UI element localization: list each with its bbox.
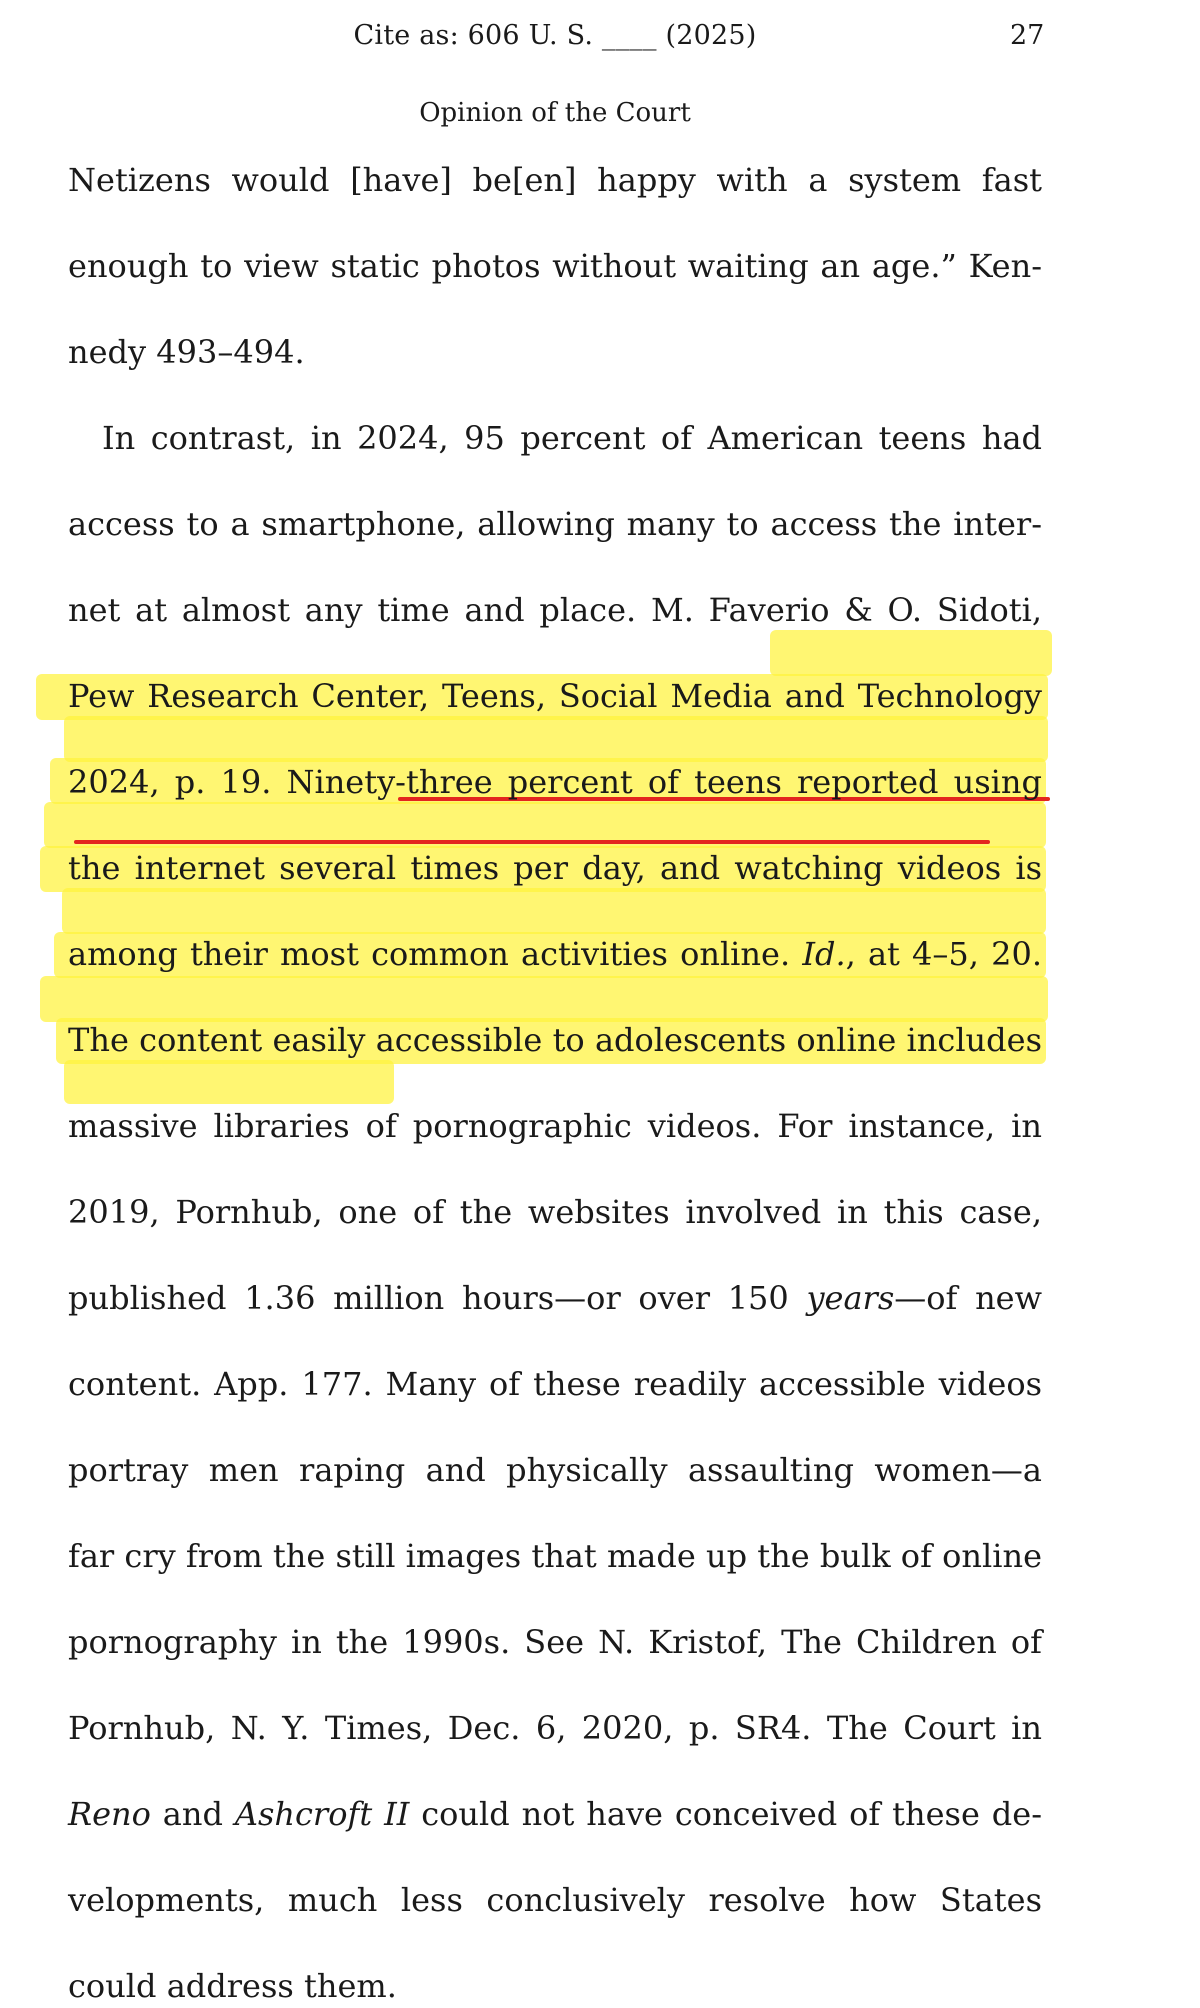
text-line: nedy 493–494. [68, 333, 305, 371]
page-number: 27 [1010, 20, 1045, 51]
text-line [68, 1277, 1042, 1320]
text-segment: among their most common activities online. [68, 935, 803, 973]
italic-case-name: Reno [68, 1795, 151, 1833]
text-line: enough to view static photos without waiting an age.” Ken- [68, 247, 1042, 285]
text-line: Pew Research Center, Teens, Social Media and Technology [68, 677, 1042, 715]
text-line: 2024, p. 19. Ninety-three percent of teens reported using [68, 763, 1042, 801]
italic-case-name: Ashcroft II [234, 1795, 410, 1833]
text-line: portray men raping and physically assaulting women—a [68, 1451, 1042, 1489]
text-segment: —of new [894, 1279, 1042, 1317]
highlight-mark [64, 716, 1048, 762]
text-line: 2019, Pornhub, one of the websites involved in this case, [68, 1193, 1042, 1231]
text-line: content. App. 177. Many of these readily accessible videos [68, 1365, 1042, 1403]
text-segment: and [150, 1795, 235, 1833]
text-line [68, 1793, 1042, 1836]
text-line: Pornhub, N. Y. Times, Dec. 6, 2020, p. SR4. The Court in [68, 1709, 1042, 1747]
section-header: Opinion of the Court [419, 98, 691, 128]
text-segment: published 1.36 million hours—or over 150 [68, 1279, 807, 1317]
text-line: access to a smartphone, allowing many to access the inter- [68, 505, 1042, 543]
text-line: The content easily accessible to adolescents online includes [68, 1021, 1042, 1059]
text-line: velopments, much less conclusively resolve how States [68, 1881, 1042, 1919]
text-line: In contrast, in 2024, 95 percent of American teens had [102, 419, 1042, 457]
text-line [68, 933, 1042, 976]
text-line: pornography in the 1990s. See N. Kristof, The Children of [68, 1623, 1042, 1661]
highlight-mark [62, 888, 1046, 934]
highlight-mark [64, 1060, 394, 1104]
text-line: far cry from the still images that made up the bulk of online [68, 1537, 1042, 1575]
text-line: Netizens would [have] be[en] happy with a system fast [68, 161, 1042, 199]
text-segment: , at 4–5, 20. [845, 935, 1043, 973]
highlight-mark [40, 976, 1048, 1022]
italic-word: years [806, 1279, 895, 1317]
citation-header: Cite as: 606 U. S. ____ (2025) [353, 20, 757, 51]
underline-mark [74, 840, 990, 844]
text-line: massive libraries of pornographic videos. For instance, in [68, 1107, 1042, 1145]
text-line: net at almost any time and place. M. Faverio & O. Sidoti, [68, 591, 1042, 629]
italic-citation: Id. [802, 935, 846, 973]
highlight-mark [770, 630, 1052, 676]
text-line: the internet several times per day, and watching videos is [68, 849, 1042, 887]
text-segment: could not have conceived of these de- [409, 1795, 1043, 1833]
text-line: could address them. [68, 1967, 397, 2005]
